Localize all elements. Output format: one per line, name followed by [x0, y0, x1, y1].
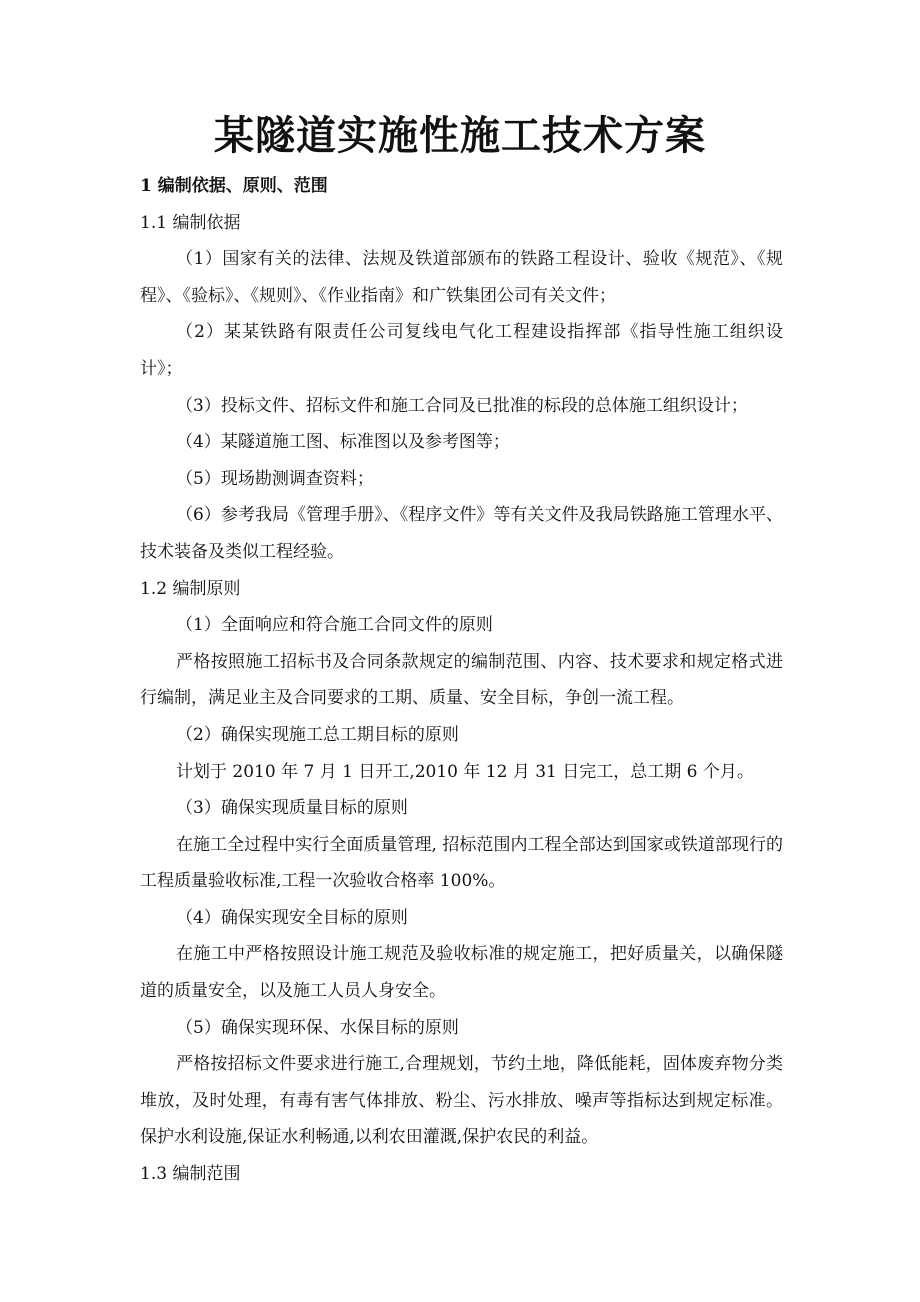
principle-heading: （2）确保实现施工总工期目标的原则 — [176, 724, 459, 745]
basis-item: （6）参考我局《管理手册》、《程序文件》等有关文件及我局铁路施工管理水平、技术装备及类似工程经验。 — [140, 505, 783, 562]
subsection-heading: 1.3 编制范围 — [140, 1164, 241, 1185]
principle-heading: （3）确保实现质量目标的原则 — [176, 798, 408, 819]
basis-item: （1）国家有关的法律、法规及铁道部颁布的铁路工程设计、验收《规范》、《规程》、《验标》、《规则》、《作业指南》和广铁集团公司有关文件； — [140, 249, 783, 306]
principle-text: 严格按招标文件要求进行施工,合理规划，节约土地，降低能耗，固体废弃物分类堆放，及时处理，有毒有害气体排放、粉尘、污水排放、噪声等指标达到规定标准。保护水利设施,保证水利畅通,以利农田灌溉,保护农民的利益。 — [140, 1054, 783, 1148]
basis-item: （4）某隧道施工图、标准图以及参考图等； — [176, 432, 510, 453]
basis-item: （2）某某铁路有限责任公司复线电气化工程建设指挥部《指导性施工组织设计》； — [140, 322, 783, 379]
principle-text: 在施工中严格按照设计施工规范及验收标准的规定施工，把好质量关，以确保隧道的质量安全，以及施工人员人身安全。 — [140, 944, 783, 1002]
principle-text: 严格按照施工招标书及合同条款规定的编制范围、内容、技术要求和规定格式进行编制，满足业主及合同要求的工期、质量、安全目标，争创一流工程。 — [140, 651, 783, 709]
subsection-heading: 1.1 编制依据 — [140, 212, 241, 233]
principle-heading: （5）确保实现环保、水保目标的原则 — [176, 1017, 459, 1038]
principle-text: 计划于 2010 年 7 月 1 日开工,2010 年 12 月 31 日完工，总工期 6 个月。 — [176, 761, 754, 782]
basis-item: （3）投标文件、招标文件和施工合同及已批准的标段的总体施工组织设计； — [176, 395, 748, 416]
principle-heading: （1）全面响应和符合施工合同文件的原则 — [176, 615, 493, 636]
principle-text: 在施工全过程中实行全面质量管理, 招标范围内工程全部达到国家或铁道部现行的工程质量验收标准,工程一次验收合格率 100%。 — [140, 834, 783, 892]
document-title: 某隧道实施性施工技术方案 — [214, 112, 706, 159]
document-body — [140, 168, 783, 1193]
basis-item: （5）现场勘测调查资料； — [176, 468, 374, 489]
principle-heading: （4）确保实现安全目标的原则 — [176, 907, 408, 928]
section-heading: 1 编制依据、原则、范围 — [140, 176, 328, 196]
subsection-heading: 1.2 编制原则 — [140, 578, 241, 599]
